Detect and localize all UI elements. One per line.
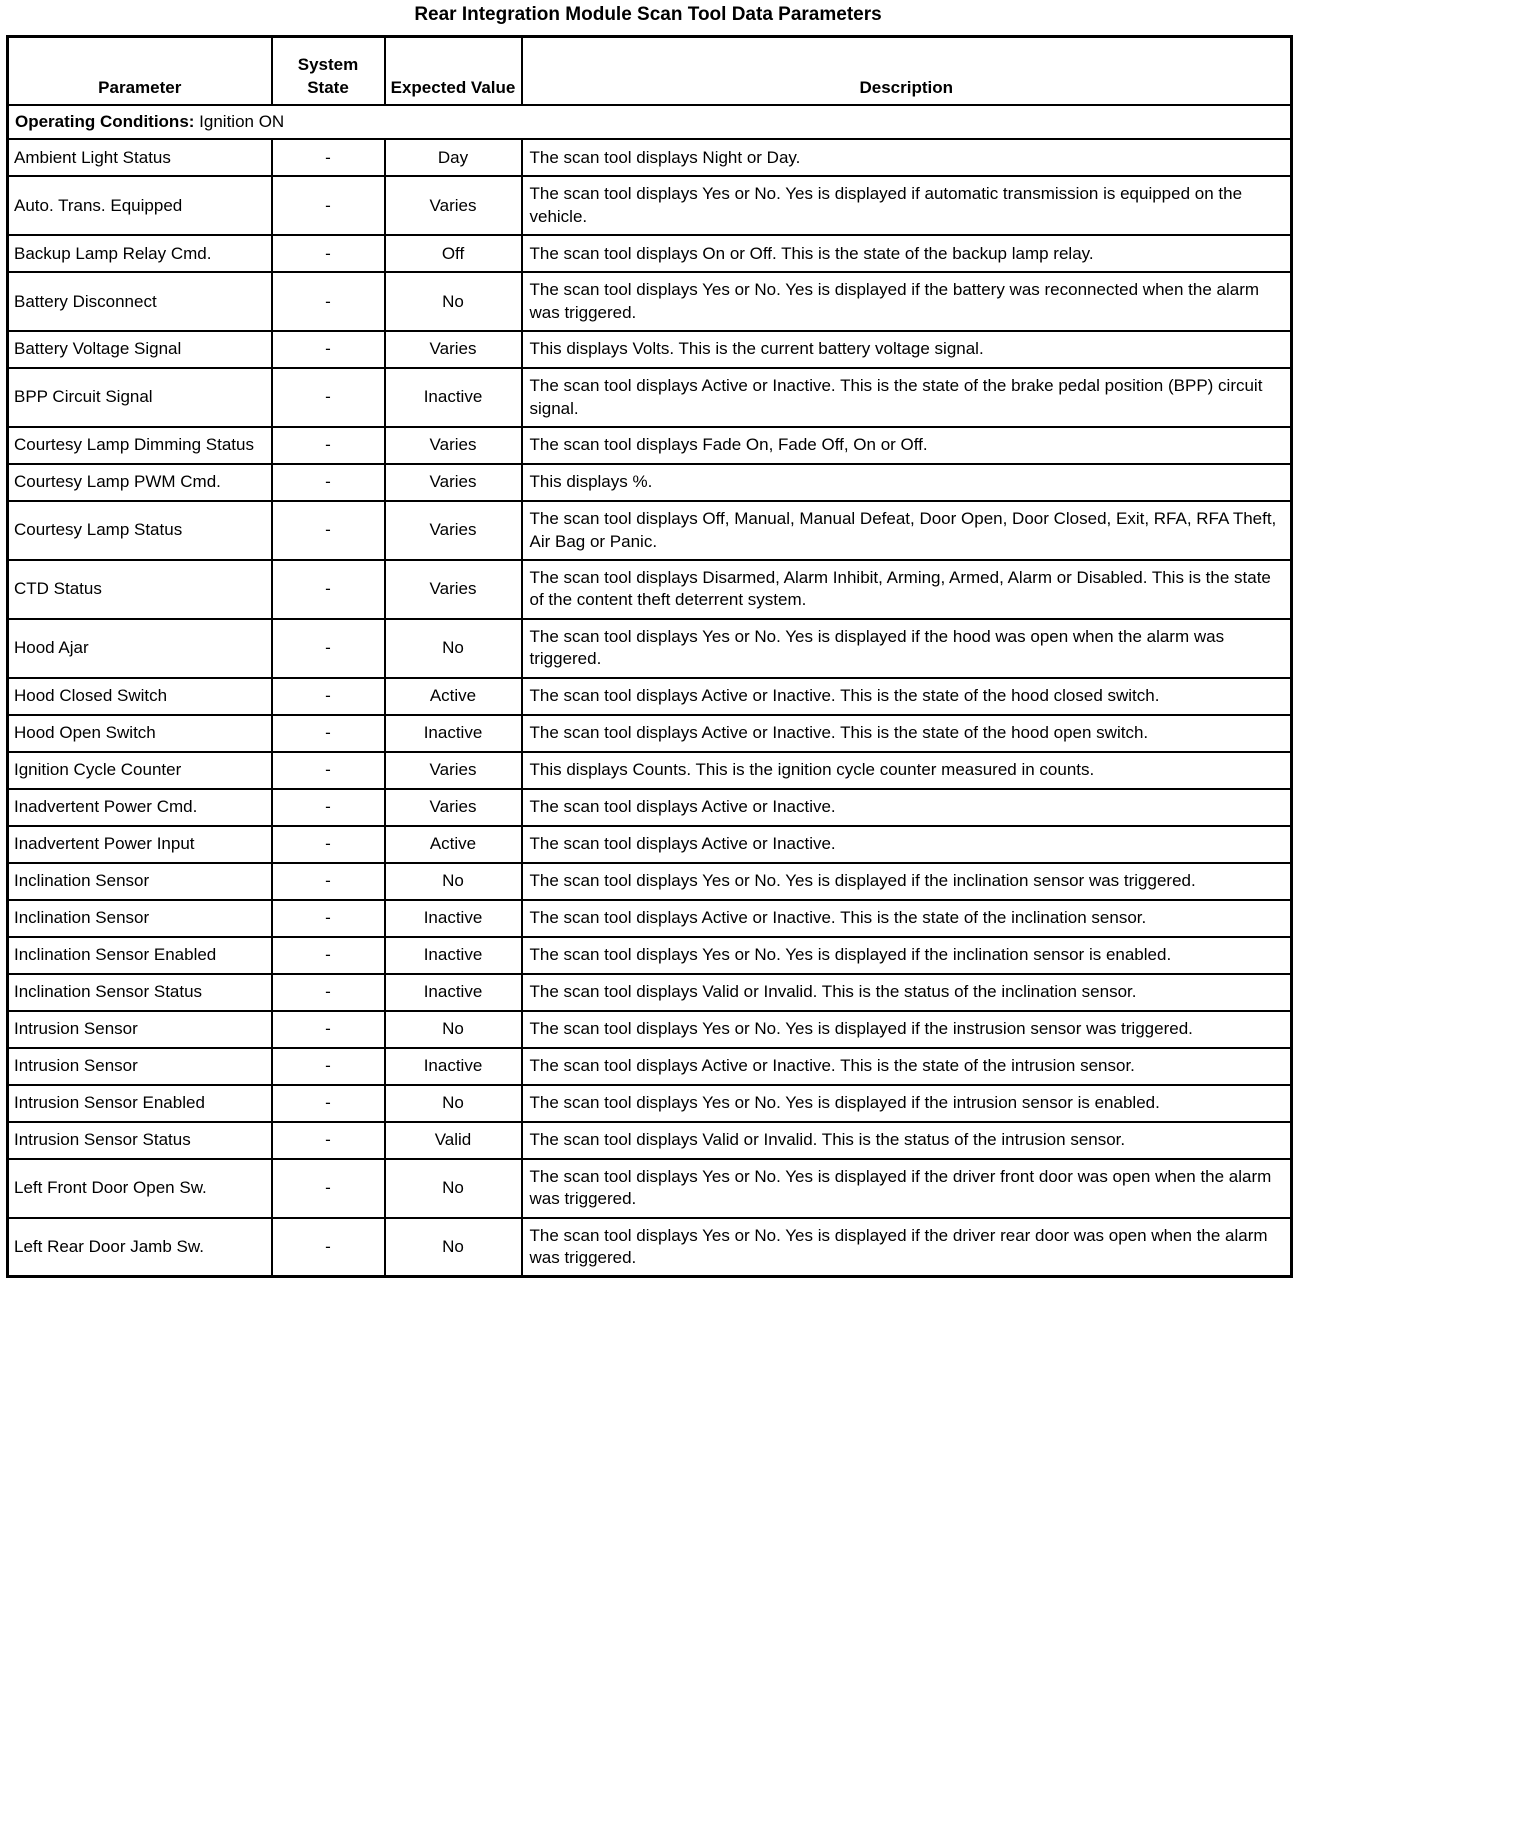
system-state-cell: -	[272, 139, 385, 176]
parameter-cell: Hood Open Switch	[8, 715, 272, 752]
header-parameter: Parameter	[8, 37, 272, 106]
table-row	[8, 974, 1292, 1011]
system-state-cell: -	[272, 1218, 385, 1277]
description-cell: The scan tool displays Yes or No. Yes is displayed if the hood was open when the alarm was triggered.	[522, 619, 1292, 678]
scan-tool-data-table	[6, 35, 1293, 1278]
parameter-cell: Courtesy Lamp Dimming Status	[8, 427, 272, 464]
description-cell: The scan tool displays Active or Inactive. This is the state of the hood closed switch.	[522, 678, 1292, 715]
parameter-cell: Backup Lamp Relay Cmd.	[8, 235, 272, 272]
table-body	[8, 139, 1292, 1277]
description-cell: The scan tool displays Valid or Invalid. This is the status of the intrusion sensor.	[522, 1122, 1292, 1159]
parameter-cell: Hood Closed Switch	[8, 678, 272, 715]
description-cell: The scan tool displays Active or Inactive.	[522, 789, 1292, 826]
table-row	[8, 560, 1292, 619]
description-cell: The scan tool displays Disarmed, Alarm Inhibit, Arming, Armed, Alarm or Disabled. This is the state of the content theft deterrent system.	[522, 560, 1292, 619]
table-row	[8, 368, 1292, 427]
operating-conditions-label: Operating Conditions:	[15, 112, 195, 131]
table-row	[8, 789, 1292, 826]
table-row	[8, 1085, 1292, 1122]
table-row	[8, 937, 1292, 974]
description-cell: The scan tool displays Yes or No. Yes is displayed if the intrusion sensor is enabled.	[522, 1085, 1292, 1122]
description-cell: The scan tool displays Yes or No. Yes is displayed if the battery was reconnected when the alarm was triggered.	[522, 272, 1292, 331]
table-row	[8, 427, 1292, 464]
table-header	[8, 37, 1292, 140]
system-state-cell: -	[272, 863, 385, 900]
parameter-cell: Left Rear Door Jamb Sw.	[8, 1218, 272, 1277]
table-row	[8, 863, 1292, 900]
header-description: Description	[522, 37, 1292, 106]
description-cell: The scan tool displays Active or Inactive.	[522, 826, 1292, 863]
description-cell: The scan tool displays On or Off. This is the state of the backup lamp relay.	[522, 235, 1292, 272]
system-state-cell: -	[272, 619, 385, 678]
expected-value-cell: No	[385, 1011, 522, 1048]
parameter-cell: Courtesy Lamp PWM Cmd.	[8, 464, 272, 501]
table-row	[8, 715, 1292, 752]
system-state-cell: -	[272, 715, 385, 752]
system-state-cell: -	[272, 1085, 385, 1122]
expected-value-cell: Active	[385, 826, 522, 863]
parameter-cell: Inclination Sensor	[8, 863, 272, 900]
parameter-cell: Battery Voltage Signal	[8, 331, 272, 368]
parameter-cell: Inclination Sensor Status	[8, 974, 272, 1011]
expected-value-cell: Inactive	[385, 900, 522, 937]
expected-value-cell: No	[385, 1159, 522, 1218]
system-state-cell: -	[272, 464, 385, 501]
expected-value-cell: No	[385, 619, 522, 678]
table-row	[8, 1218, 1292, 1277]
expected-value-cell: No	[385, 863, 522, 900]
parameter-cell: Intrusion Sensor Enabled	[8, 1085, 272, 1122]
system-state-cell: -	[272, 560, 385, 619]
expected-value-cell: Varies	[385, 176, 522, 235]
parameter-cell: Courtesy Lamp Status	[8, 501, 272, 560]
parameter-cell: Hood Ajar	[8, 619, 272, 678]
description-cell: The scan tool displays Active or Inactive. This is the state of the intrusion sensor.	[522, 1048, 1292, 1085]
system-state-cell: -	[272, 235, 385, 272]
table-row	[8, 678, 1292, 715]
description-cell: This displays %.	[522, 464, 1292, 501]
system-state-cell: -	[272, 331, 385, 368]
expected-value-cell: Inactive	[385, 715, 522, 752]
description-cell: The scan tool displays Yes or No. Yes is displayed if the instrusion sensor was triggered.	[522, 1011, 1292, 1048]
description-cell: The scan tool displays Night or Day.	[522, 139, 1292, 176]
system-state-cell: -	[272, 752, 385, 789]
table-row	[8, 501, 1292, 560]
expected-value-cell: Active	[385, 678, 522, 715]
table-row	[8, 1122, 1292, 1159]
expected-value-cell: Valid	[385, 1122, 522, 1159]
system-state-cell: -	[272, 826, 385, 863]
expected-value-cell: Off	[385, 235, 522, 272]
parameter-cell: Battery Disconnect	[8, 272, 272, 331]
table-row	[8, 1011, 1292, 1048]
parameter-cell: Inclination Sensor Enabled	[8, 937, 272, 974]
parameter-cell: Inclination Sensor	[8, 900, 272, 937]
expected-value-cell: No	[385, 1085, 522, 1122]
description-cell: The scan tool displays Yes or No. Yes is displayed if the inclination sensor is enabled.	[522, 937, 1292, 974]
expected-value-cell: No	[385, 272, 522, 331]
parameter-cell: Inadvertent Power Input	[8, 826, 272, 863]
expected-value-cell: Varies	[385, 560, 522, 619]
expected-value-cell: Varies	[385, 789, 522, 826]
expected-value-cell: No	[385, 1218, 522, 1277]
table-row	[8, 619, 1292, 678]
system-state-cell: -	[272, 1122, 385, 1159]
parameter-cell: Intrusion Sensor	[8, 1011, 272, 1048]
expected-value-cell: Varies	[385, 752, 522, 789]
expected-value-cell: Varies	[385, 464, 522, 501]
expected-value-cell: Inactive	[385, 937, 522, 974]
table-row	[8, 1159, 1292, 1218]
system-state-cell: -	[272, 427, 385, 464]
system-state-cell: -	[272, 678, 385, 715]
system-state-cell: -	[272, 1048, 385, 1085]
table-row	[8, 464, 1292, 501]
expected-value-cell: Inactive	[385, 368, 522, 427]
parameter-cell: BPP Circuit Signal	[8, 368, 272, 427]
system-state-cell: -	[272, 1011, 385, 1048]
description-cell: This displays Counts. This is the ignition cycle counter measured in counts.	[522, 752, 1292, 789]
table-row	[8, 331, 1292, 368]
page-title: Rear Integration Module Scan Tool Data Parameters	[414, 4, 882, 25]
operating-conditions-value: Ignition ON	[194, 112, 285, 131]
description-cell: The scan tool displays Off, Manual, Manual Defeat, Door Open, Door Closed, Exit, RFA, RFA Theft, Air Bag or Panic.	[522, 501, 1292, 560]
expected-value-cell: Day	[385, 139, 522, 176]
system-state-cell: -	[272, 368, 385, 427]
expected-value-cell: Inactive	[385, 974, 522, 1011]
description-cell: The scan tool displays Valid or Invalid. This is the status of the inclination sensor.	[522, 974, 1292, 1011]
system-state-cell: -	[272, 974, 385, 1011]
header-system-state: System State	[272, 37, 385, 106]
table-row	[8, 272, 1292, 331]
header-row	[8, 37, 1292, 106]
expected-value-cell: Varies	[385, 501, 522, 560]
table-row	[8, 139, 1292, 176]
description-cell: The scan tool displays Yes or No. Yes is displayed if automatic transmission is equipped on the vehicle.	[522, 176, 1292, 235]
description-cell: The scan tool displays Yes or No. Yes is displayed if the driver front door was open when the alarm was triggered.	[522, 1159, 1292, 1218]
operating-conditions-cell	[8, 105, 1292, 139]
parameter-cell: Left Front Door Open Sw.	[8, 1159, 272, 1218]
parameter-cell: Inadvertent Power Cmd.	[8, 789, 272, 826]
description-cell: The scan tool displays Active or Inactive. This is the state of the brake pedal position (BPP) circuit signal.	[522, 368, 1292, 427]
system-state-cell: -	[272, 501, 385, 560]
operating-conditions-row	[8, 105, 1292, 139]
system-state-cell: -	[272, 900, 385, 937]
expected-value-cell: Inactive	[385, 1048, 522, 1085]
description-cell: The scan tool displays Active or Inactive. This is the state of the hood open switch.	[522, 715, 1292, 752]
description-cell: The scan tool displays Yes or No. Yes is displayed if the driver rear door was open when the alarm was triggered.	[522, 1218, 1292, 1277]
table-row	[8, 1048, 1292, 1085]
parameter-cell: Ignition Cycle Counter	[8, 752, 272, 789]
system-state-cell: -	[272, 176, 385, 235]
parameter-cell: Intrusion Sensor	[8, 1048, 272, 1085]
header-expected-value: Expected Value	[385, 37, 522, 106]
table-row	[8, 176, 1292, 235]
system-state-cell: -	[272, 937, 385, 974]
expected-value-cell: Varies	[385, 331, 522, 368]
parameter-cell: Auto. Trans. Equipped	[8, 176, 272, 235]
system-state-cell: -	[272, 789, 385, 826]
expected-value-cell: Varies	[385, 427, 522, 464]
description-cell: This displays Volts. This is the current battery voltage signal.	[522, 331, 1292, 368]
table-row	[8, 235, 1292, 272]
parameter-cell: Ambient Light Status	[8, 139, 272, 176]
parameter-cell: CTD Status	[8, 560, 272, 619]
table-row	[8, 900, 1292, 937]
parameter-cell: Intrusion Sensor Status	[8, 1122, 272, 1159]
system-state-cell: -	[272, 1159, 385, 1218]
description-cell: The scan tool displays Yes or No. Yes is displayed if the inclination sensor was triggered.	[522, 863, 1292, 900]
description-cell: The scan tool displays Active or Inactive. This is the state of the inclination sensor.	[522, 900, 1292, 937]
table-row	[8, 752, 1292, 789]
table-row	[8, 826, 1292, 863]
description-cell: The scan tool displays Fade On, Fade Off, On or Off.	[522, 427, 1292, 464]
system-state-cell: -	[272, 272, 385, 331]
